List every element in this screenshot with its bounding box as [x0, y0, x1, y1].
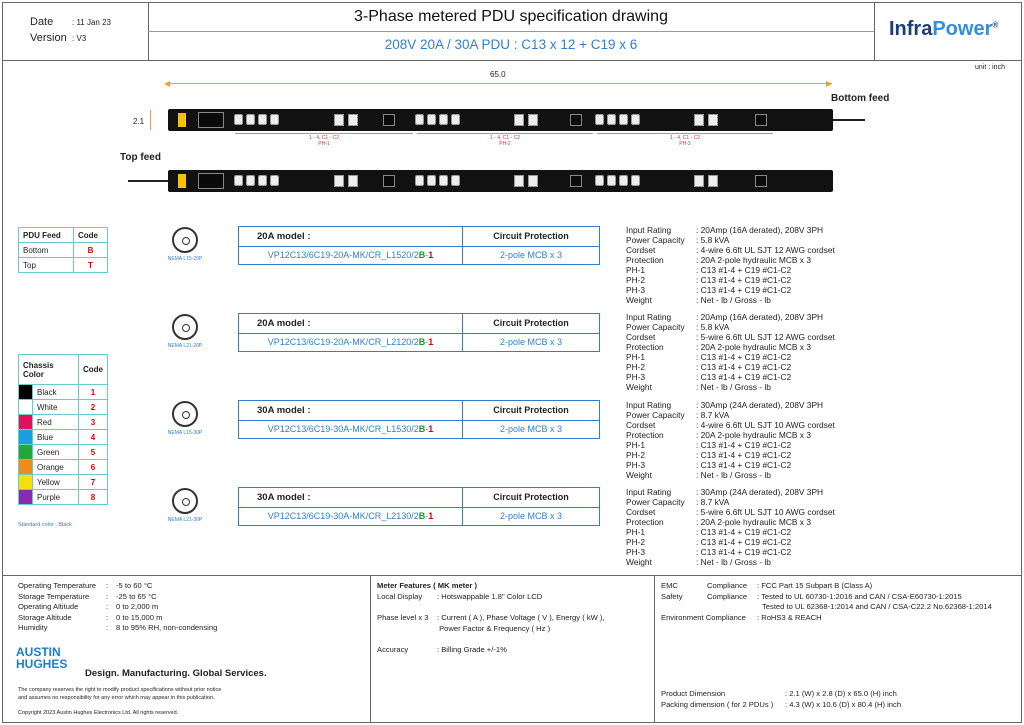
arrow-right-icon: ▶ — [826, 79, 833, 88]
pdu-feed-table: PDU Feed Code Bottom B Top T — [18, 227, 108, 273]
length-dimension-line — [168, 83, 832, 84]
chassis-color-table: Chassis Color Code Black 1 White 2 Red 3 Blue 4 Green 5 Orange 6 Yellow 7 Purple 8 — [18, 354, 108, 505]
title-divider — [148, 31, 874, 32]
tagline: Design. Manufacturing. Global Services. — [85, 668, 267, 679]
page-title: 3-Phase metered PDU specification drawing — [354, 8, 668, 25]
chassis-label — [178, 113, 186, 127]
header-divider — [2, 60, 1022, 61]
bottom-feed-label: Bottom feed — [831, 93, 890, 104]
disclaimer: The company reserves the right to modify product specifications without prior notice and assumes no responsibility for any error which may appear in this publication. — [18, 687, 222, 701]
height-value: 2.1 — [133, 117, 145, 126]
footer-divider-2 — [654, 575, 655, 723]
top-feed-label: Top feed — [120, 152, 161, 163]
nema-plug-icon — [172, 488, 198, 514]
pdu-bar-bottom-feed — [168, 109, 833, 131]
meter-lcd — [198, 112, 224, 128]
phase-1-label: 1 - 4, C1 - C2 PH-1 — [308, 135, 339, 147]
power-cord-bottom — [833, 119, 865, 121]
footer-divider — [2, 575, 1022, 576]
meter-features: Meter Features ( MK meter ) Local Display : Hotswappable 1.8" Color LCD Phase level x 3 : Current ( A ), Phase Voltage ( V ), Energy ( kW ), Power Factor & Frequency ( Hz ) Accuracy : Billing Grade +/-1% — [377, 581, 605, 654]
power-cord-top — [128, 180, 168, 182]
header-divider-right — [874, 2, 875, 60]
date-label: Date — [30, 16, 54, 28]
nema-plug-icon — [172, 314, 198, 340]
compliance-specs: EMC Compliance : FCC Part 15 Subpart B (Class A) Safety Compliance : Tested to UL 60730-1:2016 and CAN / CSA-E60730-1:2015 Tested to UL 62368-1:2014 and CAN / CSA-C22.2 No.62368-1:2014 Environment Compliance : RoHS3 & REACH — [661, 581, 992, 622]
version-label: Version — [30, 32, 67, 44]
austin-hughes-logo: AUSTIN HUGHES — [16, 645, 68, 671]
phase-labels — [235, 133, 775, 147]
pdu-bar-top-feed — [168, 170, 833, 192]
date-value: : 11 Jan 23 — [72, 18, 111, 27]
copyright: Copyright 2023 Austin Hughes Electronics Ltd. All rights reserved. — [18, 710, 179, 716]
phase-2-label: 1 - 4, C1 - C2 PH-2 — [489, 135, 520, 147]
page-subtitle: 208V 20A / 30A PDU : C13 x 12 + C19 x 6 — [384, 37, 638, 52]
nema-plug-icon — [172, 227, 198, 253]
length-value: 65.0 — [490, 70, 506, 79]
unit-label: unit : inch — [975, 64, 1005, 71]
footer-divider-1 — [370, 575, 371, 723]
standard-color-note: Standard color : Black — [18, 522, 72, 528]
arrow-left-icon: ◀ — [164, 79, 171, 88]
nema-plug-icon — [172, 401, 198, 427]
version-value: : V3 — [72, 34, 87, 43]
infrapower-logo: InfraPower® — [889, 18, 999, 40]
dimension-specs: Product Dimension : 2.1 (W) x 2.8 (D) x 65.0 (H) inch Packing dimension ( for 2 PDUs ) : 4.3 (W) x 10.6 (D) x 80.4 (H) inch — [661, 689, 902, 709]
height-dimension-line — [150, 110, 151, 130]
phase-3-label: 1 - 4, C1 - C2 PH-3 — [669, 135, 700, 147]
environment-specs: Operating Temperature : -5 to 60 °C Storage Temperature : -25 to 65 °C Operating Altitude : 0 to 2,000 m Storage Altitude : 0 to 15,000 m Humidity : 8 to 95% RH, non-condensing — [18, 581, 218, 632]
